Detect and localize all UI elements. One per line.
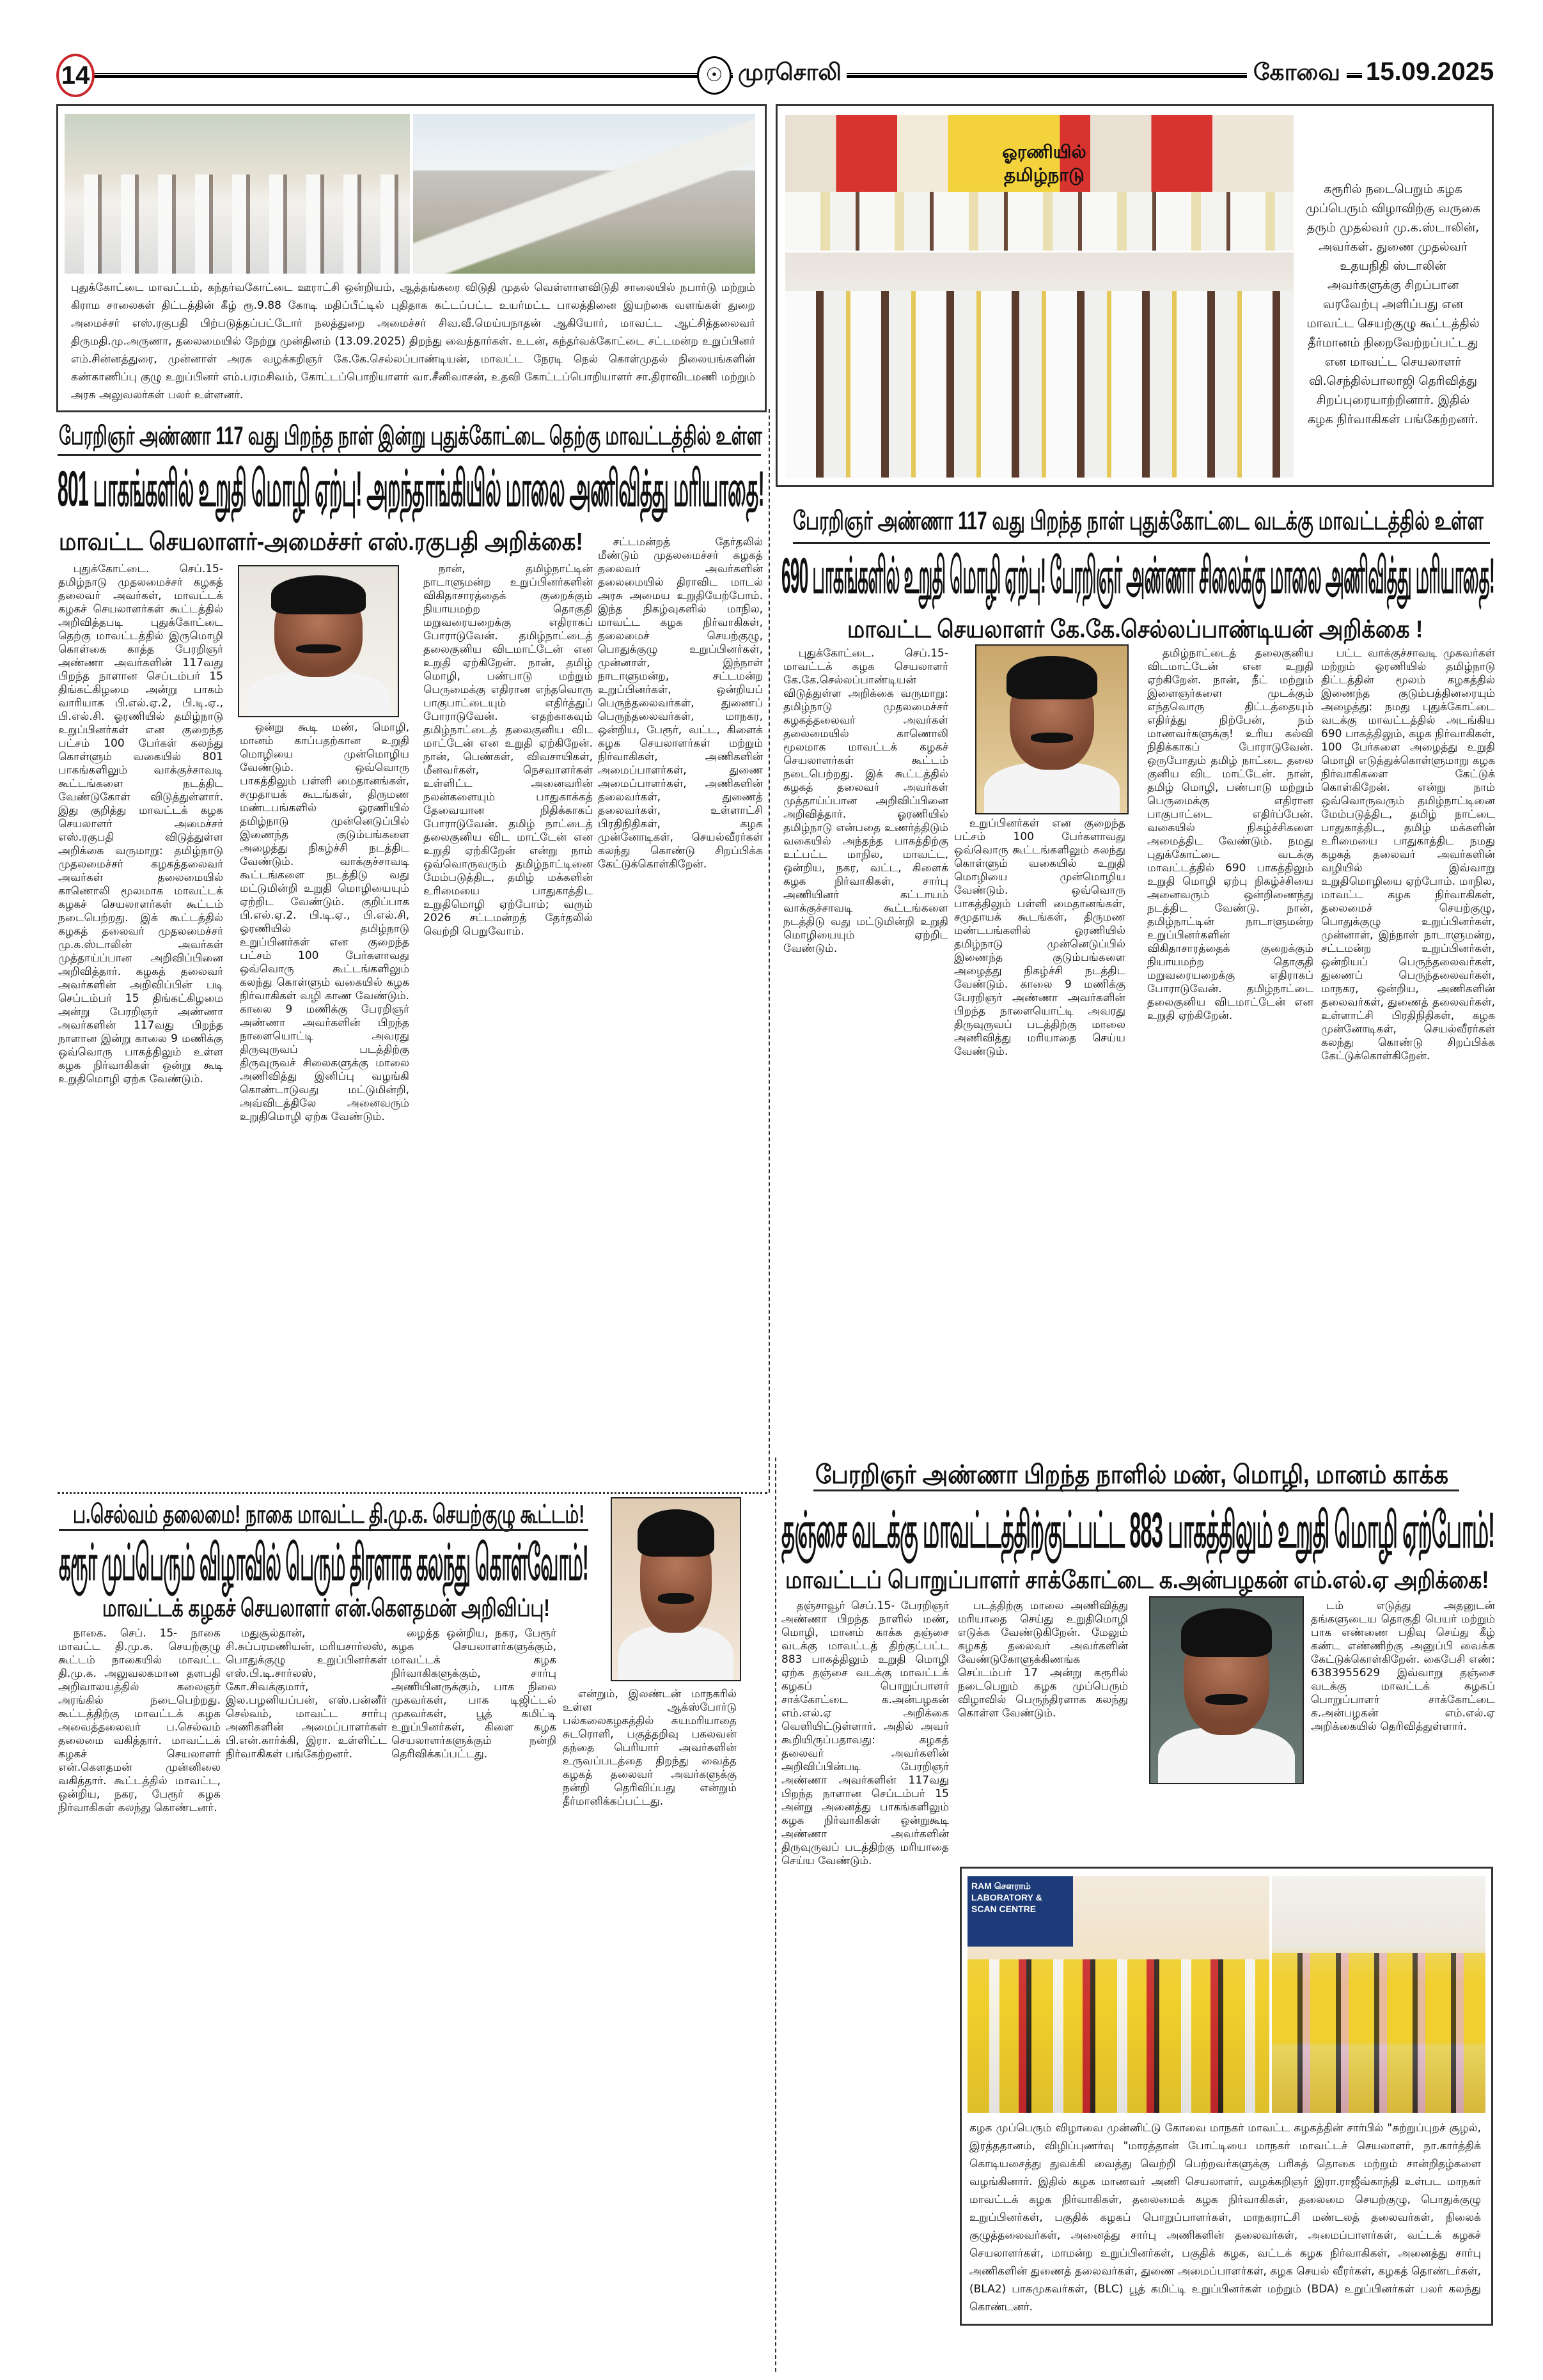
ragupathy-headline: 801 பாகங்களில் உறுதி மொழி ஏற்பு! அறந்தாங்கியில் மாலை அணிவித்து மரியாதை! — [58, 460, 764, 517]
nagai-column-1: நாகை. செப். 15- நாகை மாவட்ட தி.மு.க. செயற்குழு கூட்டம் நாகையில் மாவட்ட தி.மு.க. அலுவலகமான தளபதி அறிவாலயத்தில் கலைஞர் அரங்கில் நடைபெற்றது. கூட்டத்திற்கு மாவட்டக் கழக அவைத்தலைவர் ப.செல்வம் தலைமை வகித்தார். மாவட்டக் கழகச் செயலாளர் என்.கௌதமன் முன்னிலை வகித்தார். கூட்டத்தில் மாவட்ட, ஒன்றிய, நகர, பேரூர் கழக நிர்வாகிகள் கலந்து கொண்டனர். — [58, 1627, 221, 1814]
ragupathy-kicker: பேரறிஞர் அண்ணா 117 வது பிறந்த நாள் இன்று புதுக்கோட்டை தெற்கு மாவட்டத்தில் உள்ள — [59, 422, 762, 450]
nagai-column-3: ழைத்த ஒன்றிய, நகர, பேரூர் கழக செயலாளர்களுக்கும், மாவட்டக் கழக நிர்வாகிகளுக்கும், சார்பு அணியினருக்கும், பாக நிலை முகவர்கள், பாக டிஜிட்டல் முகவர்கள், பூத் கமிட்டி உறுப்பினர்கள், கிளை கழக செயலாளர்களுக்கும் நன்றி தெரிவிக்கப்பட்டது. — [391, 1627, 556, 1761]
kicker-rule — [58, 454, 761, 456]
karur-meeting-photo-box — [776, 104, 1494, 487]
nagai-kicker: ப.செல்வம் தலைமை! நாகை மாவட்ட தி.மு.க. செயற்குழு கூட்டம்! — [73, 1500, 585, 1528]
thanjai-column-2: படத்திற்கு மாலை அணிவித்து மரியாதை செய்து உறுதிமொழி எடுக்க வேண்டுகிறேன். மேலும் கழகத் தலைவர் அவர்களின் வேண்டுகோளுக்கிணங்க செப்டம்பர் 17 அன்று கரூரில் நடைபெறும் கழக முப்பெரும் விழாவில் பெருந்திரளாக கலந்து கொள்ள வேண்டும். — [958, 1599, 1128, 1720]
thanjai-subheadline: மாவட்டப் பொறுப்பாளர் சாக்கோட்டை க.அன்பழகன் எம்.எல்.ஏ அறிக்கை! — [785, 1567, 1489, 1594]
bridge-photo-caption: புதுக்கோட்டை மாவட்டம், கந்தர்வகோட்டை ஊராட்சி ஒன்றியம், ஆத்தங்கரை விடுதி முதல் வெள்ளாளவிடுதி சாலையில் நபார்டு மற்றும் கிராம சாலைகள் திட்டத்தின் கீழ் ரூ.9.88 கோடி மதிப்பீட்டில் புதிதாக கட்டப்பட்ட உயர்மட்ட பாலத்தினை இயற்கை வளங்கள் துறை அமைச்சர் எஸ்.ரகுபதி பிற்படுத்தப்பட்டோர் நலத்துறை அமைச்சர் சிவ.வீ.மெய்யநாதன் ஆகியோர், மாவட்ட ஆட்சித்தலைவர் திருமதி.மு.அருணா, தலைமையில் நேற்று முன்தினம் (13.09.2025) திறந்து வைத்தார்கள். உடன், கந்தர்வக்கோட்டை சட்டமன்ற உறுப்பினர் எம்.சின்னத்துரை, முன்னாள் அரசு வழக்கறிஞர் கே.கே.செல்லப்பாண்டியன், மாவட்ட நேரடி நெல் கொள்முதல் நிலையங்களின் கண்காணிப்பு குழு உறுப்பினர் எம்.பரமசிவம், கோட்டப்பொறியாளர் வா.சீனிவாசன், உதவி கோட்டப்பொறியாளர் சா.திராவிடமணி மற்றும் அரசு அலுவலர்கள் பலர் உள்ளனர். — [71, 281, 755, 401]
column-divider — [769, 409, 770, 1493]
chellapandian-portrait — [975, 644, 1129, 814]
ministers-group-photo — [65, 114, 410, 274]
chellapandian-column-1: புதுக்கோட்டை. செப்.15- மாவட்டக் கழக செயலாளர் கே.கே.செல்லப்பாண்டியன் விடுத்துள்ள அறிக்கை வருமாறு: தமிழ்நாடு முதலமைச்சர் கழகத்தலைவர் அவர்கள் தலைமையில் காணொலி மூலமாக மாவட்டக் கழகச் செயலாளர்கள் கூட்டம் நடைபெற்றது. இக் கூட்டத்தில் கழகத் தலைவர் அவர்கள் முத்தாய்ப்பான அறிவிப்பினை அறிவித்தார். ஓரணியில் தமிழ்நாடு என்பதை உணர்த்திடும் வகையில் அந்தந்த பாகத்திற்கு உட்பட்ட மாநில, மாவட்ட, ஒன்றிய, நகர, வட்ட, கிளைக் கழக நிர்வாகிகள், சார்பு அணியினர் கட்டாயம் வாக்குச்சாவடி கூட்டங்களை நடத்திடு வது மட்டுமின்றி உறுதி மொழியையும் ஏற்றிட வேண்டும். — [783, 647, 948, 955]
anbazhagan-portrait — [1149, 1596, 1304, 1784]
chellapandian-subheadline: மாவட்ட செயலாளர் கே.கே.செல்லப்பாண்டியன் அறிக்கை ! — [847, 616, 1423, 643]
karur-photo-caption: கரூரில் நடைபெறும் கழக முப்பெரும் விழாவிற்கு வருகை தரும் முதல்வர் மு.க.ஸ்டாலின், அவர்கள். துணை முதல்வர் உதயநிதி ஸ்டாலின் அவர்களுக்கு சிறப்பான வரவேற்பு அளிப்பது என மாவட்ட செயற்குழு கூட்டத்தில் தீர்மானம் நிறைவேற்றப்பட்டது என மாவட்ட செயலாளர் வி.செந்தில்பாலாஜி தெரிவித்து சிறப்புரையாற்றினார். இதில் கழக நிர்வாகிகள் பங்கேற்றனர். — [1305, 182, 1481, 426]
issue-date: 15.09.2025 — [1362, 58, 1494, 86]
chellapandian-kicker: பேரறிஞர் அண்ணா 117 வது பிறந்த நாள் புதுக்கோட்டை வடக்கு மாவட்டத்தில் உள்ள — [793, 507, 1484, 535]
kicker-rule — [59, 1529, 588, 1531]
newspaper-name: முரசொலி — [733, 59, 847, 89]
kicker-rule — [813, 1489, 1459, 1491]
murasoli-drum-logo-icon: ☉ — [697, 56, 732, 95]
ragupathy-portrait — [238, 565, 399, 717]
nagai-headline: கரூர் முப்பெரும் விழாவில் பெரும் திரளாக கலந்து கொள்வோம்! — [59, 1534, 588, 1591]
section-divider — [58, 1492, 767, 1494]
ragupathy-column-4: சட்டமன்றத் தேர்தலில் மீண்டும் முதலமைச்சர் கழகத் தலைவர் அவர்களின் தலைமையில் திராவிட மாடல் அரசு அமைய உறுதியேற்போம். இந்த நிகழ்வுகளில் மாநில, மாவட்ட கழக நிர்வாகிகள், தலைமைச் செயற்குழு, பொதுக்குழு உறுப்பினர்கள், முன்னாள், இந்நாள் நாடாளுமன்ற, சட்டமன்ற உறுப்பினர்கள், ஒன்றியப் பெருந்தலைவர்கள், துணைப் பெருந்தலைவர்கள், மாநகர, ஒன்றிய, பேரூர், வட்ட, கிளைக் கழக செயலாளர்கள் மற்றும் நிர்வாகிகள், அணிகளின் அமைப்பாளர்கள், துணை அமைப்பாளர்கள், அணிகளின் தலைவர்கள், துணைத் தலைவர்கள், உள்ளாட்சி பிரதிநிதிகள், கழக முன்னோடிகள், செயல்வீரர்கள் கலந்து கொண்டு சிறப்பிக்க கேட்டுக்கொள்கிறேன். — [598, 536, 763, 871]
thanjai-headline: தஞ்சை வடக்கு மாவட்டத்திற்குட்பட்ட 883 பாகத்திலும் உறுதி மொழி ஏற்போம்! — [781, 1502, 1495, 1558]
gowthaman-portrait — [611, 1497, 741, 1681]
marathon-prize-photo — [1272, 1876, 1485, 2113]
edition-name: கோவை — [1247, 59, 1347, 89]
ragupathy-column-3: நான், தமிழ்நாட்டின் நாடாளுமன்ற உறுப்பினர்களின் விகிதாசாரத்தைக் குறைக்கும் நியாயமற்ற தொகுதி மறுவரையறைக்கு எதிராகப் போராடுவேன். தமிழ்நாட்டைத் தலைகுனிய விடமாட்டேன் என உறுதி ஏற்கிறேன். நான், தமிழ் மொழி, பண்பாடு மற்றும் பெருமைக்கு எதிரான எந்தவொரு பாகுபாட்டையும் எதிர்த்துப் போராடுவேன். எதற்காகவும் தமிழ்நாட்டைத் தலைகுனிய விட மாட்டேன் என உறுதி ஏற்கிறேன். நான், பெண்கள், விவசாயிகள், மீனவர்கள், நெசவாளர்கள் உள்ளிட்ட அனைவரின் நலன்களையும் பாதுகாக்கத் தேவையான நிதிக்காகப் போராடுவேன். தமிழ் நாட்டைத் தலைகுனிய விட மாட்டேன் என உறுதி ஏற்கிறேன் என்று நாம் ஒவ்வொருவரும் தமிழ்நாட்டினை மேம்படுத்திட, தமிழ் மக்களின் உரிமையை பாதுகாத்திட உறுதிமொழி ஏற்போம்; வரும் 2026 சட்டமன்றத் தேர்தலில் வெற்றி பெறுவோம். — [423, 563, 593, 938]
lab-banner: RAM சௌராம் LABORATORY & SCAN CENTRE — [967, 1876, 1073, 1947]
page-number: 14 — [56, 54, 95, 97]
column-divider — [775, 1458, 776, 2372]
bridge-inauguration-photo-box — [56, 104, 767, 412]
karur-audience-photo — [785, 253, 1294, 478]
nagai-column-2: மதுசூல்தான், சி.சுப்பரமணியன், மரியசார்லஸ், பொதுக்குழு உறுப்பினர்கள் எஸ்.பி.டி.சார்லஸ், கோ.சிவக்குமார், இல.பழனியப்பன், எஸ்.பன்னீர் செல்வம், மாவட்ட சார்பு அணிகளின் அமைப்பாளர்கள் பி.என்.கார்க்கி, இரா. உள்ளிட்ட நிர்வாகிகள் பங்கேற்றனர். — [226, 1627, 387, 1761]
chellapandian-column-3: தமிழ்நாட்டைத் தலைகுனிய விடமாட்டேன் என உறுதி ஏற்கிறேன். நான், நீட் மற்றும் இளைஞர்களை முடக்கும் எந்தவொரு திட்டத்தையும் எதிர்த்து நிற்பேன், நம் மாணவர்களுக்கு! உரிய கல்வி நிதிக்காகப் போராடுவேன். ஒருபோதும் தமிழ் நாட்டை தலை குனிய விட மாட்டேன். நான், தமிழ் மொழி, பண்பாடு மற்றும் பெருமைக்கு எதிரான பாகுபாட்டை எதிர்ப்பேன். வகையில் நிகழ்ச்சிகளை அமைத்திட வேண்டும். நமது புதுக்கோட்டை வடக்கு மாவட்டத்தில் 690 பாகத்திலும் உறுதி மொழி ஏற்பு நிகழ்ச்சியை அனைவரும் ஒன்றிணைந்து நடத்திட வேண்டு. நான், தமிழ்நாட்டின் நாடாளுமன்ற உறுப்பினர்களின் விகிதாசாரத்தைக் குறைக்கும் நியாயமற்ற தொகுதி மறுவரையறைக்கு எதிராகப் போராடுவேன். தமிழ்நாட்டை தலைகுனிய விடமாட்டேன் என உறுதி ஏற்கிறேன். — [1147, 647, 1313, 1022]
marathon-flagoff-photo — [967, 1876, 1269, 2113]
thanjai-kicker: பேரறிஞர் அண்ணா பிறந்த நாளில் மண், மொழி, மானம் காக்க — [815, 1461, 1449, 1489]
banner-text: ஓரணியில் தமிழ்நாடு — [1002, 142, 1086, 185]
kicker-rule — [793, 542, 1490, 544]
ragupathy-column-1: புதுக்கோட்டை. செப்.15- தமிழ்நாடு முதலமைச்சர் கழகத் தலைவர் அவர்கள், மாவட்டக் கழகச் செயலாளர்கள் கூட்டத்தில் அறிவித்தபடி புதுக்கோட்டை தெற்கு மாவட்டத்தில் இருமொழி கொள்கை காத்த பேரறிஞர் அண்ணா அவர்களின் 117வது பிறந்த நாளான செப்டம்பர் 15 திங்கட்கிழமை அன்று பாகம் வாரியாக பி.எல்.ஏ.2, பி.டி.ஏ., பி.எல்.சி. ஓரணியில் தமிழ்நாடு உறுப்பினர்கள் என குறைந்த பட்சம் 100 பேர்கள் கலந்து கொள்ளும் வகையில் 801 பாகங்களிலும் வாக்குச்சாவடி கூட்டங்களை நடத்திட வேண்டுகோள் விடுத்துள்ளார். இது குறித்து மாவட்டக் கழக செயலாளர் அமைச்சர் எஸ்.ரகுபதி விடுத்துள்ள அறிக்கை வருமாறு: தமிழ்நாடு முதலமைச்சர் கழகத்தலைவர் அவர்கள் தலைமையில் காணொலி மூலமாக மாவட்டக் கழகச் செயலாளர்கள் கூட்டம் நடைபெற்றது. இக் கூட்டத்தில் கழகத் தலைவர் முதலமைச்சர் மு.க.ஸ்டாலின் அவர்கள் முத்தாய்ப்பான அறிவிப்பினை அறிவித்தார். கழகத் தலைவர் அவர்களின் அறிவிப்பின் படி செப்டம்பர் 15 திங்கட்கிழமை அன்று பேரறிஞர் அண்ணா அவர்களின் 117வது பிறந்த நாளான இன்று காலை 9 மணிக்கு ஒவ்வொரு பாகத்திலும் உள்ள கழக நிர்வாகிகள் ஒன்று கூடி உறுதிமொழி ஏற்க வேண்டும். — [58, 563, 223, 1085]
ragupathy-subheadline: மாவட்ட செயலாளர்-அமைச்சர் எஸ்.ரகுபதி அறிக்கை! — [59, 529, 583, 556]
bridge-photo — [413, 114, 755, 274]
nagai-subheadline: மாவட்டக் கழகச் செயலாளர் என்.கௌதமன் அறிவிப்பு! — [102, 1595, 550, 1622]
thanjai-column-4: டம் எடுத்து அதனுடன் தங்களுடைய தொகுதி பெயர் மற்றும் பாக எண்ணை பதிவு செய்து கீழ் கண்ட எண்ணிற்கு அனுப்பி வைக்க கேட்டுக்கொள்கிறேன். கைபேசி எண்: 6383955629 இவ்வாறு தஞ்சை வடக்கு மாவட்டக் கழகப் பொறுப்பாளர் சாக்கோட்டை க.அன்பழகன் எம்.எல்.ஏ அறிக்கையில் தெரிவித்துள்ளார். — [1311, 1599, 1495, 1733]
thanjai-column-1: தஞ்சாவூர் செப்.15- பேரறிஞர் அண்ணா பிறந்த நாளில் மண், மொழி, மானம் காக்க தஞ்சை வடக்கு மாவட்டத் திற்குட்பட்ட 883 பாகத்திலும் உறுதி மொழி ஏற்க தஞ்சை வடக்கு மாவட்டக் கழகப் பொறுப்பாளர் சாக்கோட்டை க.அன்பழகன் எம்.எல்.ஏ அறிக்கை வெளியிட்டுள்ளார். அதில் அவர் கூறியிருப்பதாவது: கழகத் தலைவர் அவர்களின் அறிவிப்பின்படி பேரறிஞர் அண்ணா அவர்களின் 117வது பிறந்த நாளான செப்டம்பர் 15 அன்று அனைத்து பாகங்களிலும் கழக நிர்வாகிகள் ஒன்றுகூடி அண்ணா அவர்களின் திருவுருவப் படத்திற்கு மரியாதை செய்ய வேண்டும். — [781, 1599, 949, 1867]
marathon-photo-box — [960, 1867, 1493, 2326]
nagai-column-4: என்றும், இலண்டன் மாநகரில் உள்ள ஆக்ஸ்போர்டு பல்கலைகழகத்தில் சுயமரியாதை சுடரொளி, பகுத்தறிவு பகலவன் தந்தை பெரியார் அவர்களின் உருவப்படத்தை திறந்து வைத்த கழகத் தலைவர் அவர்களுக்கு நன்றி தெரிவிப்பது என்றும் தீர்மானிக்கப்பட்டது. — [563, 1688, 737, 1808]
chellapandian-column-2: உறுப்பினர்கள் என குறைந்த பட்சம் 100 பேர்களாவது ஒவ்வொரு கூட்டங்களிலும் கலந்து கொள்ளும் வகையில் உறுதி மொழியை முன்மொழிய வேண்டும். ஒவ்வொரு பாகத்திலும் பள்ளி மைதானங்கள், சமுதாயக் கூடங்கள், திருமண மண்டபங்களில் ஓரணியில் தமிழ்நாடு முன்னெடுப்பில் இணைந்த குடும்பங்களை அழைத்து நிகழ்ச்சி நடத்திட வேண்டும். காலை 9 மணிக்கு பேரறிஞர் அண்ணா அவர்களின் பிறந்த நாளையொட்டி அவரது திருவுருவப் படத்திற்கு மாலை அணிவித்து மரியாதை செய்ய வேண்டும். — [954, 817, 1125, 1058]
karur-stage-photo — [785, 115, 1294, 251]
marathon-photo-caption: கழக முப்பெரும் விழாவை முன்னிட்டு கோவை மாநகர் மாவட்ட கழகத்தின் சார்பில் "சுற்றுப்புறச் சூழல், இரத்ததானம், விழிப்புணர்வு "மாரத்தான் போட்டியை மாநகர் மாவட்டச் செயலாளர், நா.கார்த்திக் கொடியசைத்து துவக்கி வைத்து வெற்றி பெற்றவர்களுக்கு பரிசுத் தொகை மற்றும் சான்றிதழ்களை வழங்கினார். இதில் கழக மாணவர் அணி செயலாளர், வழக்கறிஞர் இரா.ராஜீவ்காந்தி உள்பட மாநகர் மாவட்டக் கழக நிர்வாகிகள், தலைமைக் கழக நிர்வாகிகள், தலைமை செயற்குழு, பொதுக்குழு உறுப்பினர்கள், பகுதிக் கழகப் பொறுப்பாளர்கள், மாநகராட்சி மண்டலத் தலைவர்கள், நிலைக் குழுத்தலைவர்கள், அனைத்து சார்பு அணிகளின் தலைவர்கள், அமைப்பாளர்கள், வட்டக் கழகச் செயலாளர்கள், மாமன்ற உறுப்பினர்கள், பகுதிக் கழக, வட்டக் கழக நிர்வாகிகள், அனைத்து சார்பு அணிகளின் துணைத் தலைவர்கள், துணை அமைப்பாளர்கள், கழக செயல் வீரர்கள், கழகத் தொண்டர்கள், (BLA2) பாகமுகவர்கள், (BLC) பூத் கமிட்டி உறுப்பினர்கள் மற்றும் (BDA) உறுப்பினர்கள் பலர் கலந்து கொண்டனர். — [969, 2122, 1481, 2314]
chellapandian-headline: 690 பாகங்களில் உறுதி மொழி ஏற்பு! பேரறிஞர் அண்ணா சிலைக்கு மாலை அணிவித்து மரியாதை! — [781, 547, 1495, 603]
ragupathy-column-2: ஒன்று கூடி மண், மொழி, மானம் காப்பதற்கான உறுதி மொழியை முன்மொழிய வேண்டும். ஒவ்வொரு பாகத்திலும் பள்ளி மைதானங்கள், சமுதாயக் கூடங்கள், திருமண மண்டபங்களில் ஓரணியில் தமிழ்நாடு முன்னெடுப்பில் இணைந்த குடும்பங்களை அழைத்து நிகழ்ச்சி நடத்திட வேண்டும். வாக்குச்சாவடி கூட்டங்களை நடத்திடு வது மட்டுமின்றி உறுதி மொழியையும் ஏற்றிட வேண்டும். குறிப்பாக பி.எல்.ஏ.2. பி.டி.ஏ., பி.எல்.சி, ஓரணியில் தமிழ்நாடு உறுப்பினர்கள் என குறைந்த பட்சம் 100 பேர்களாவது ஒவ்வொரு கூட்டங்களிலும் கலந்து கொள்ளும் வகையில் கழக நிர்வாகிகள் வழி காண வேண்டும். காலை 9 மணிக்கு பேரறிஞர் அண்ணா அவர்களின் பிறந்த நாளையொட்டி அவரது திருவுருவப் படத்திற்கு திருவுருவச் சிலைகளுக்கு மாலை அணிவித்து இனிப்பு வழங்கி கொண்டாடுவது மட்டுமின்றி, அவ்விடத்திலே அனைவரும் உறுதிமொழி ஏற்க வேண்டும். — [240, 721, 409, 1123]
chellapandian-column-4: பட்ட வாக்குச்சாவடி முகவர்கள் மற்றும் ஓரணியில் தமிழ்நாடு திட்டத்தின் மூலம் கழகத்தில் இணைந்த குடும்பத்தினரையும் அழைத்து: நமது புதுக்கோட்டை வடக்கு மாவட்டத்தில் அடங்கிய 690 பாகத்திலும், கழக நிர்வாகிகள், 100 பேர்களை அழைத்து உறுதி மொழி எடுத்துக்கொள்ளுமாறு கழக நிர்வாகிகளை கேட்டுக் கொள்கிறேன். என்று நாம் ஒவ்வொருவரும் தமிழ்நாட்டினை மேம்படுத்திட, தமிழ் நாட்டை பாதுகாத்திட, தமிழ் மக்களின் உரிமையை பாதுகாத்திட நமது கழகத் தலைவர் அவர்களின் வழியில் இவ்வாறு உறுதிமொழியை ஏற்போம். மாநில, மாவட்ட கழக நிர்வாகிகள், தலைமைச் செயற்குழு, பொதுக்குழு உறுப்பினர்கள், முன்னாள், இந்நாள் நாடாளுமன்ற, சட்டமன்ற உறுப்பினர்கள், ஒன்றியப் பெருந்தலைவர்கள், துணைப் பெருந்தலைவர்கள், மாநகர, ஒன்றிய, அணிகளின் தலைவர்கள், துணைத் தலைவர்கள், உள்ளாட்சி பிரதிநிதிகள், கழக முன்னோடிகள், செயல்வீரர்கள் கலந்து கொண்டு சிறப்பிக்க கேட்டுக்கொள்கிறேன். — [1321, 647, 1495, 1062]
